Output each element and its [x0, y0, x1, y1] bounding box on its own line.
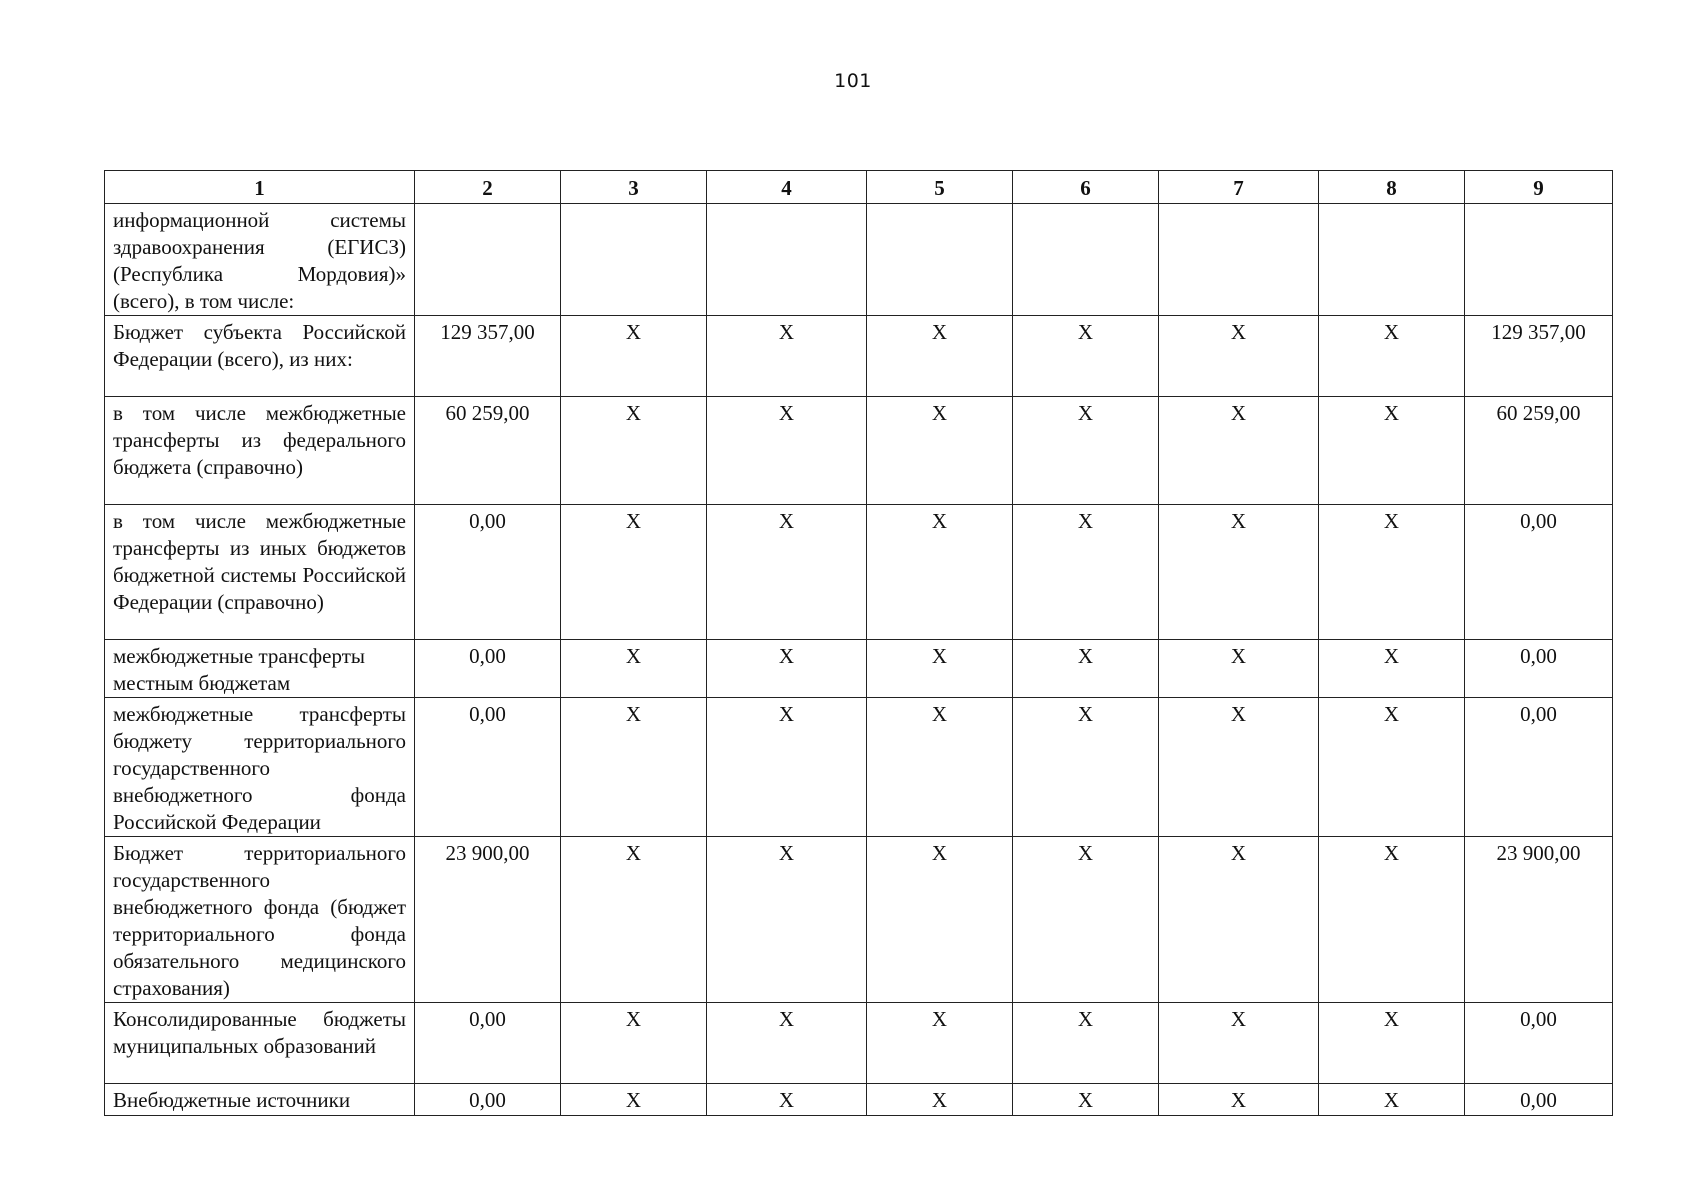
table-cell: 0,00 — [415, 1084, 561, 1116]
column-header: 7 — [1159, 171, 1319, 204]
table-cell: X — [1013, 640, 1159, 698]
table-cell: X — [1319, 505, 1465, 640]
table-cell: X — [1013, 1084, 1159, 1116]
table-cell: X — [707, 505, 867, 640]
row-label: межбюджетные трансферты местным бюджетам — [105, 640, 415, 698]
table-cell: X — [1013, 505, 1159, 640]
table-cell: X — [561, 505, 707, 640]
column-header: 3 — [561, 171, 707, 204]
table-cell: X — [1159, 505, 1319, 640]
table-cell: X — [561, 640, 707, 698]
table-cell: 0,00 — [415, 640, 561, 698]
table-cell — [707, 204, 867, 316]
table-cell: X — [1013, 1003, 1159, 1084]
budget-table — [104, 170, 1613, 1116]
table-cell: 0,00 — [1465, 505, 1613, 640]
table-cell: X — [1013, 698, 1159, 837]
row-label: Бюджет территориального государственного внебюджетного фонда (бюджет территориального фонда обязательного медицинского страхования) — [105, 837, 415, 1003]
table-cell: 0,00 — [1465, 640, 1613, 698]
table-cell: X — [561, 698, 707, 837]
row-label: информационной системы здравоохранения (ЕГИСЗ) (Республика Мордовия)» (всего), в том числе: — [105, 204, 415, 316]
table-cell: X — [561, 1084, 707, 1116]
table-cell: 60 259,00 — [415, 397, 561, 505]
table-row — [105, 837, 1613, 1003]
table-cell: X — [1319, 316, 1465, 397]
page-number: 101 — [834, 70, 872, 92]
table-row — [105, 1003, 1613, 1084]
table-cell: X — [561, 316, 707, 397]
table-cell: X — [1319, 1003, 1465, 1084]
table-cell: X — [561, 1003, 707, 1084]
table-cell: 23 900,00 — [415, 837, 561, 1003]
row-label: в том числе межбюджетные трансферты из иных бюджетов бюджетной системы Российской Федерации (справочно) — [105, 505, 415, 640]
table-row — [105, 316, 1613, 397]
table-cell: X — [1319, 837, 1465, 1003]
row-label: Бюджет субъекта Российской Федерации (всего), из них: — [105, 316, 415, 397]
table-cell: X — [867, 640, 1013, 698]
table-cell: 0,00 — [415, 1003, 561, 1084]
column-header: 8 — [1319, 171, 1465, 204]
table-cell: X — [1159, 640, 1319, 698]
column-header: 5 — [867, 171, 1013, 204]
table-cell: X — [1159, 1084, 1319, 1116]
table-row — [105, 698, 1613, 837]
table-cell: X — [561, 397, 707, 505]
table-cell: 0,00 — [1465, 698, 1613, 837]
table-cell: X — [1319, 640, 1465, 698]
table-cell: 129 357,00 — [415, 316, 561, 397]
table-cell: X — [707, 698, 867, 837]
table-cell: X — [1319, 397, 1465, 505]
table-cell: X — [1159, 316, 1319, 397]
table-cell: X — [707, 316, 867, 397]
table-cell: X — [867, 1003, 1013, 1084]
table-cell: X — [867, 397, 1013, 505]
column-header: 9 — [1465, 171, 1613, 204]
table-cell: X — [867, 698, 1013, 837]
table-cell: X — [1159, 837, 1319, 1003]
table-header-row — [105, 171, 1613, 204]
table-cell: 0,00 — [1465, 1003, 1613, 1084]
table-cell — [561, 204, 707, 316]
row-label: межбюджетные трансферты бюджету территориального государственного внебюджетного фонда Российской Федерации — [105, 698, 415, 837]
table-cell: 0,00 — [415, 698, 561, 837]
table-cell: 60 259,00 — [1465, 397, 1613, 505]
table-cell: X — [707, 1084, 867, 1116]
table-row — [105, 640, 1613, 698]
table-cell: X — [561, 837, 707, 1003]
table-row — [105, 1084, 1613, 1116]
table-cell: X — [867, 505, 1013, 640]
table-cell: X — [1319, 698, 1465, 837]
table-cell: 0,00 — [1465, 1084, 1613, 1116]
table-cell: X — [867, 316, 1013, 397]
table-cell — [867, 204, 1013, 316]
table-cell: X — [867, 837, 1013, 1003]
table-row — [105, 505, 1613, 640]
table-cell: X — [1159, 698, 1319, 837]
table-cell: 0,00 — [415, 505, 561, 640]
table-cell: X — [1159, 1003, 1319, 1084]
table-row — [105, 204, 1613, 316]
column-header: 1 — [105, 171, 415, 204]
row-label: в том числе межбюджетные трансферты из федерального бюджета (справочно) — [105, 397, 415, 505]
table-cell — [1465, 204, 1613, 316]
column-header: 6 — [1013, 171, 1159, 204]
table-cell: X — [1013, 316, 1159, 397]
table-cell: X — [707, 837, 867, 1003]
table-cell: X — [867, 1084, 1013, 1116]
table-cell: X — [1013, 837, 1159, 1003]
table-cell: X — [1319, 1084, 1465, 1116]
row-label: Консолидированные бюджеты муниципальных образований — [105, 1003, 415, 1084]
column-header: 2 — [415, 171, 561, 204]
table-cell — [1319, 204, 1465, 316]
table-cell: 129 357,00 — [1465, 316, 1613, 397]
table-cell: X — [707, 1003, 867, 1084]
table-row — [105, 397, 1613, 505]
table-cell — [1159, 204, 1319, 316]
column-header: 4 — [707, 171, 867, 204]
row-label: Внебюджетные источники — [105, 1084, 415, 1116]
table-cell — [415, 204, 561, 316]
table-cell: X — [1159, 397, 1319, 505]
table-cell: 23 900,00 — [1465, 837, 1613, 1003]
table-cell — [1013, 204, 1159, 316]
table-cell: X — [1013, 397, 1159, 505]
table-cell: X — [707, 397, 867, 505]
table-cell: X — [707, 640, 867, 698]
